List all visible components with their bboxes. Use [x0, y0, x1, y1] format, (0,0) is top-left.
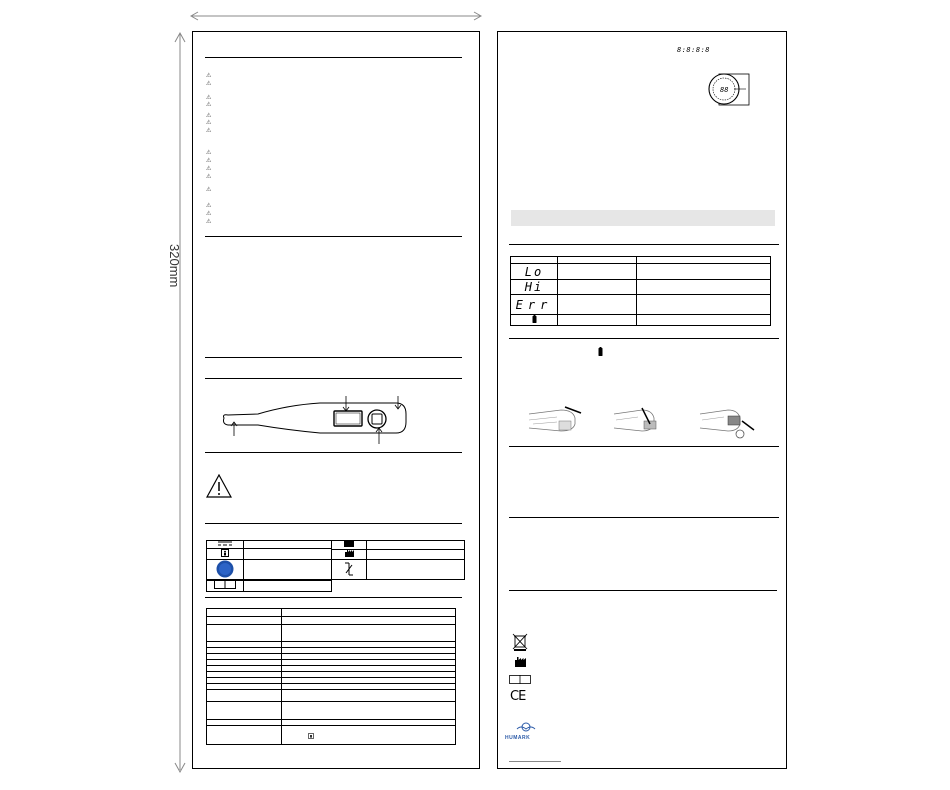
manufacturer-icon — [332, 550, 367, 560]
symbols-table-left-extra — [206, 579, 332, 592]
battery-step-1-illustration — [527, 404, 583, 434]
ce-mark: CE — [510, 689, 526, 704]
temperature-limit-icon — [332, 560, 367, 580]
left-rule-4 — [205, 378, 462, 379]
rep-icon — [207, 580, 244, 592]
warning-icon: ⚠ — [206, 210, 212, 217]
warning-icon: ⚠ — [206, 186, 212, 193]
warning-icon: ⚠ — [206, 101, 212, 108]
ec-rep-icon — [509, 675, 531, 685]
right-rule-3 — [509, 446, 779, 447]
battery-step-2-illustration — [612, 404, 664, 434]
manufacturer-factory-icon — [515, 657, 526, 667]
error-code-table — [510, 256, 771, 326]
type-bf-icon — [207, 549, 244, 560]
lcd-hi-code: Hi — [511, 280, 558, 295]
right-rule-4 — [509, 517, 779, 518]
type-bf-small-icon — [308, 733, 314, 739]
warning-icon: ⚠ — [206, 218, 212, 225]
lcd-err-code: Err — [511, 295, 558, 315]
height-dimension-label: 320mm — [167, 244, 182, 288]
caution-icon — [206, 474, 232, 498]
left-rule-2 — [205, 236, 462, 237]
company-logo-icon — [509, 722, 543, 736]
warning-icon: ⚠ — [206, 173, 212, 180]
footer-rule — [509, 761, 561, 762]
warning-icon: ⚠ — [206, 94, 212, 101]
weee-bin-icon — [512, 633, 528, 651]
width-dimension-arrow — [188, 11, 484, 21]
low-battery-icon — [511, 315, 558, 326]
warning-icon: ⚠ — [206, 119, 212, 126]
company-logo-text: HUMARK — [505, 735, 531, 741]
left-rule-5 — [205, 452, 462, 453]
highlight-bar — [511, 210, 775, 226]
warning-icon: ⚠ — [206, 157, 212, 164]
thermometer-diagram — [218, 392, 422, 450]
battery-step-3-illustration — [698, 404, 756, 442]
svg-text:88: 88 — [720, 86, 729, 94]
dc-symbol-icon — [207, 541, 244, 549]
left-rule-1 — [205, 57, 462, 58]
lcd-lo-code: Lo — [511, 264, 558, 280]
right-page — [497, 31, 787, 769]
left-rule-6 — [205, 523, 462, 524]
left-rule-7 — [205, 597, 462, 598]
warning-icon: ⚠ — [206, 127, 212, 134]
right-rule-5 — [509, 590, 777, 591]
low-battery-inline-icon — [598, 347, 603, 356]
segment-display-text: 8:8:8:8 — [677, 46, 711, 54]
height-dimension-arrow — [173, 30, 187, 775]
warning-icon: ⚠ — [206, 165, 212, 172]
warning-icon: ⚠ — [206, 202, 212, 209]
symbols-table-right — [331, 540, 465, 580]
warning-icon: ⚠ — [206, 80, 212, 87]
display-dial-icon — [702, 72, 750, 108]
read-manual-icon — [207, 560, 244, 581]
battery-symbol-icon — [332, 541, 367, 550]
warning-icon: ⚠ — [206, 149, 212, 156]
right-rule-1 — [509, 244, 779, 245]
specifications-table — [206, 608, 456, 745]
warning-icon: ⚠ — [206, 72, 212, 79]
symbols-table-left — [206, 540, 332, 581]
right-rule-2 — [509, 338, 779, 339]
left-rule-3 — [205, 357, 462, 358]
warning-icon: ⚠ — [206, 112, 212, 119]
